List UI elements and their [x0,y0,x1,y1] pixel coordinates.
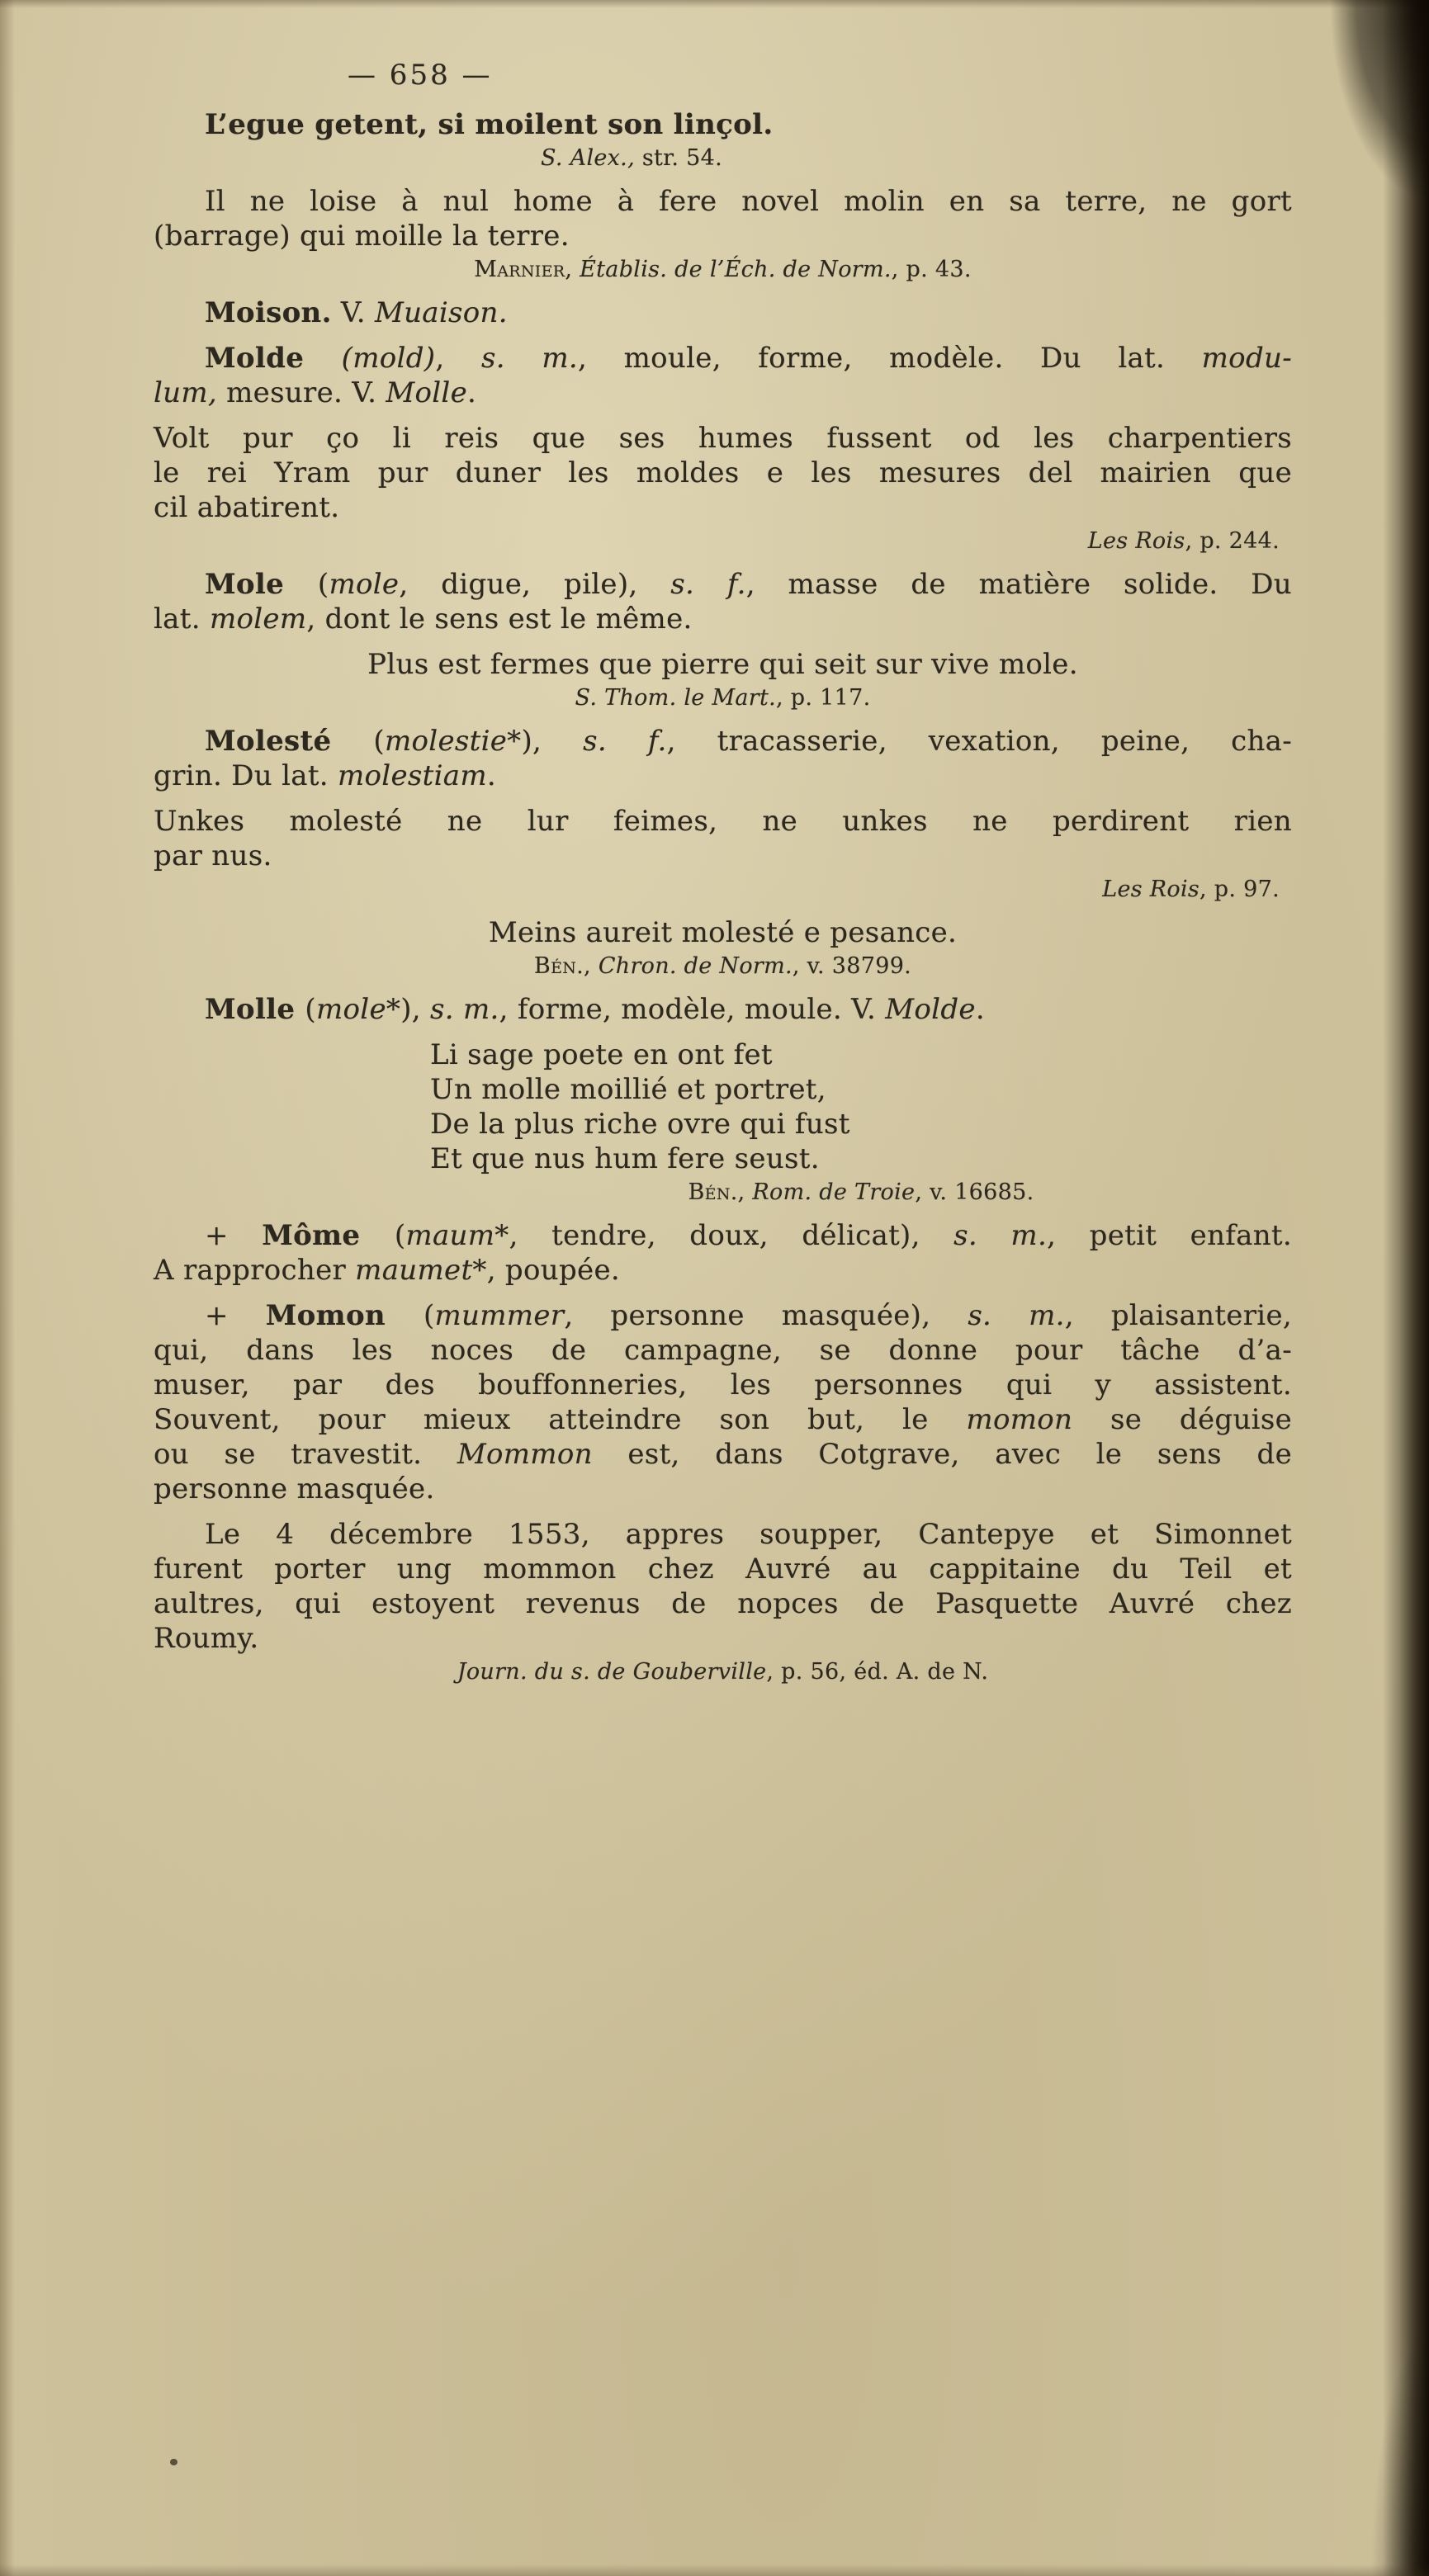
text-segment: par nus. [154,839,272,872]
text-segment: , forme, modèle, moule. V. [499,993,886,1026]
text-segment: se déguise [1072,1403,1293,1436]
text-segment: , v. 16685. [915,1179,1034,1205]
text-segment: , p. 117. [776,685,871,711]
citation [154,875,1292,905]
text-line [154,567,1292,602]
citation [430,1178,1292,1208]
text-segment: mummer [434,1299,565,1332]
text-line [154,341,1292,376]
text-line [154,1402,1292,1437]
text-segment: le rei Yram pur duner les moldes e les mesures del mairien que [154,456,1292,489]
text-segment: Meins aureit molesté e pesance. [488,916,958,949]
text-segment: , p. 43. [891,257,972,282]
text-line [154,490,1292,525]
text-segment: . [467,376,477,409]
text-segment: s. m. [968,1299,1065,1332]
text-segment: maum* [405,1219,509,1252]
text-line [154,1586,1292,1621]
text-line [154,421,1292,456]
entry-molle [154,992,1292,1027]
text-segment: S. Thom. le Mart. [575,685,777,711]
text-segment: Molde [205,342,342,375]
text-line [154,647,1292,682]
text-segment: Les Rois [1087,528,1185,554]
text-segment: aultres, qui estoyent revenus de nopces de Pasquette Auvré chez [154,1587,1292,1620]
entry-momon [154,1298,1292,1506]
page-edge-shadow-right [1383,0,1429,2576]
text-segment: Môme [262,1219,395,1252]
text-segment: S. Alex., [541,145,635,171]
text-segment: ( [305,993,316,1026]
text-line [154,759,1292,793]
text-segment: , plaisanterie, [1064,1299,1292,1332]
text-segment: Un molle moillié et portret, [430,1073,826,1106]
quote-plus-est-fermes [154,647,1292,713]
text-segment: Chron. de Norm. [598,953,793,979]
text-line [430,1107,1292,1141]
text-segment: , dont le sens est le même. [306,603,693,636]
quote-legue [154,107,1292,173]
text-segment: Molesté [205,725,374,758]
text-segment: ), [521,725,584,758]
text-line [154,1552,1292,1586]
quote-unkes [154,804,1292,905]
text-segment: Li sage poete en ont fet [430,1038,773,1071]
text-line [154,376,1292,410]
text-segment: modu- [1201,342,1293,375]
text-line [154,1472,1292,1506]
text-segment: ou se travestit. [154,1438,457,1471]
text-segment: + [205,1299,266,1332]
text-segment: (mold) [341,342,436,375]
text-line [154,804,1292,839]
text-segment: , personne masquée), [564,1299,968,1332]
text-segment: , tendre, doux, délicat), [509,1219,954,1252]
text-segment: , [737,1179,753,1205]
text-segment: , poupée. [486,1254,620,1287]
text-line [154,724,1292,759]
text-line [154,1218,1292,1253]
text-segment: , digue, pile), [399,568,671,601]
text-segment: Momon [265,1299,423,1332]
quote-volt [154,421,1292,556]
citation [154,255,1292,285]
text-segment: , p. 56, éd. A. de N. [766,1659,989,1685]
text-segment: s. f. [583,725,667,758]
text-segment: mole* [316,993,401,1026]
quote-molin [154,184,1292,285]
text-segment: Le 4 décembre 1553, appres soupper, Cantepye et Simonnet [205,1518,1292,1551]
text-line [154,1368,1292,1402]
text-segment: maumet* [355,1254,487,1287]
text-segment: mesure. V. [217,376,386,409]
text-segment: Moison. [205,296,332,329]
text-segment: s. m. [480,342,578,375]
text-segment: str. 54. [634,145,722,171]
text-segment: ( [317,568,329,601]
text-line [154,184,1292,219]
text-segment: Journ. du s. de Gouberville [457,1659,767,1685]
text-segment: ( [394,1219,406,1252]
text-line [154,1333,1292,1368]
text-line [154,1298,1292,1333]
text-segment: Bén. [533,953,584,979]
text-segment: s. m. [953,1219,1048,1252]
text-segment: ( [373,725,385,758]
text-segment: . [486,759,497,792]
citation [154,952,1292,981]
text-segment: s. f. [670,568,746,601]
text-segment: Roumy. [154,1622,259,1655]
text-segment: , [584,953,599,979]
text-segment: , v. 38799. [792,953,912,979]
page-content [154,58,1292,1687]
text-segment: momon [966,1403,1073,1436]
text-segment: Rom. de Troie [752,1179,916,1205]
text-segment: est, dans Cotgrave, avec le sens de [592,1438,1292,1471]
text-line [154,456,1292,490]
text-line [154,602,1292,636]
para-gouberville [154,1517,1292,1687]
page-edge-shadow-left [0,0,15,2576]
text-segment: Mole [205,568,318,601]
text-segment: Muaison. [374,296,508,329]
text-segment: muser, par des bouffonneries, les personnes qui y assistent. [154,1368,1292,1401]
text-segment: personne masquée. [154,1472,435,1505]
text-segment: furent porter ung mommon chez Auvré au cappitaine du Teil et [154,1553,1292,1586]
entry-moison [154,295,1292,330]
text-segment: A rapprocher [154,1254,356,1287]
entry-molde [154,341,1292,410]
citation [154,683,1292,713]
text-segment: molestie* [384,725,522,758]
text-segment: molestiam [338,759,487,792]
text-segment: ), [400,993,430,1026]
text-line [154,219,1292,253]
text-segment: , tracasserie, vexation, peine, cha- [666,725,1293,758]
citation [154,1657,1292,1687]
text-line [154,1437,1292,1472]
text-line [430,1072,1292,1107]
text-line [154,839,1292,873]
text-segment: Et que nus hum fere seust. [430,1142,820,1175]
page-corner-shadow-top-right [1297,0,1429,264]
text-segment: , masse de matière solide. Du [745,568,1292,601]
text-segment: mole [329,568,400,601]
text-line [154,1253,1292,1288]
text-segment: molem [209,603,307,636]
text-segment: , [435,342,481,375]
text-segment: V. [331,296,375,329]
text-segment: Il ne loise à nul home à fere novel molin en sa terre, ne gort [205,185,1292,218]
text-segment: Les Rois [1102,877,1200,902]
text-segment: L’egue getent, si moilent son linçol. [205,108,774,141]
text-segment: Souvent, pour mieux atteindre son but, le [154,1403,967,1436]
quote-meins [154,915,1292,981]
text-line [430,1037,1292,1072]
text-segment: Marnier [474,257,565,282]
verse-li-sage [430,1037,1292,1208]
text-segment: ( [423,1299,435,1332]
text-segment: cil abatirent. [154,491,340,524]
text-line [154,992,1292,1027]
text-segment: Unkes molesté ne lur feimes, ne unkes ne perdirent rien [154,805,1292,838]
text-segment: , moule, forme, modèle. Du lat. [577,342,1202,375]
page-edge-shadow-top [0,0,1429,8]
entry-mole [154,567,1292,636]
text-segment: Établis. de l’Éch. de Norm. [580,257,892,282]
text-segment: , [565,257,580,282]
text-line [154,1517,1292,1552]
text-segment: , petit enfant. [1047,1219,1292,1252]
page-corner-shadow-bottom-right [1346,2229,1429,2576]
text-segment: (barrage) qui moille la terre. [154,220,570,253]
text-segment: Bén. [688,1179,738,1205]
text-line [154,295,1292,330]
text-segment: Molle [386,376,468,409]
text-segment: grin. Du lat. [154,759,338,792]
text-line [430,1141,1292,1176]
text-segment: Plus est fermes que pierre qui seit sur vive mole. [367,648,1078,681]
text-segment: Molle [205,993,305,1026]
text-line [154,1621,1292,1656]
text-segment: De la plus riche ovre qui fust [430,1108,850,1141]
text-segment: lum, [154,376,218,409]
citation [154,144,1292,173]
text-segment: lat. [154,603,210,636]
entry-moleste [154,724,1292,793]
page-edge-shadow-bottom [0,2564,1429,2576]
paper-mark [170,2459,177,2465]
text-segment: , p. 244. [1185,528,1280,554]
text-line [154,107,1292,142]
text-segment: Mommon [457,1438,593,1471]
text-segment: s. m. [430,993,499,1026]
text-segment: qui, dans les noces de campagne, se donne pour tâche d’a- [154,1334,1292,1367]
page-number: — 658 — [348,59,493,92]
text-segment: Volt pur ço li reis que ses humes fussent od les charpentiers [154,422,1292,455]
text-segment: + [205,1219,263,1252]
text-segment: , p. 97. [1200,877,1280,902]
entry-mome [154,1218,1292,1288]
text-segment: . [975,993,985,1026]
text-line [154,915,1292,950]
text-segment: Molde [885,993,976,1026]
citation [154,527,1292,556]
